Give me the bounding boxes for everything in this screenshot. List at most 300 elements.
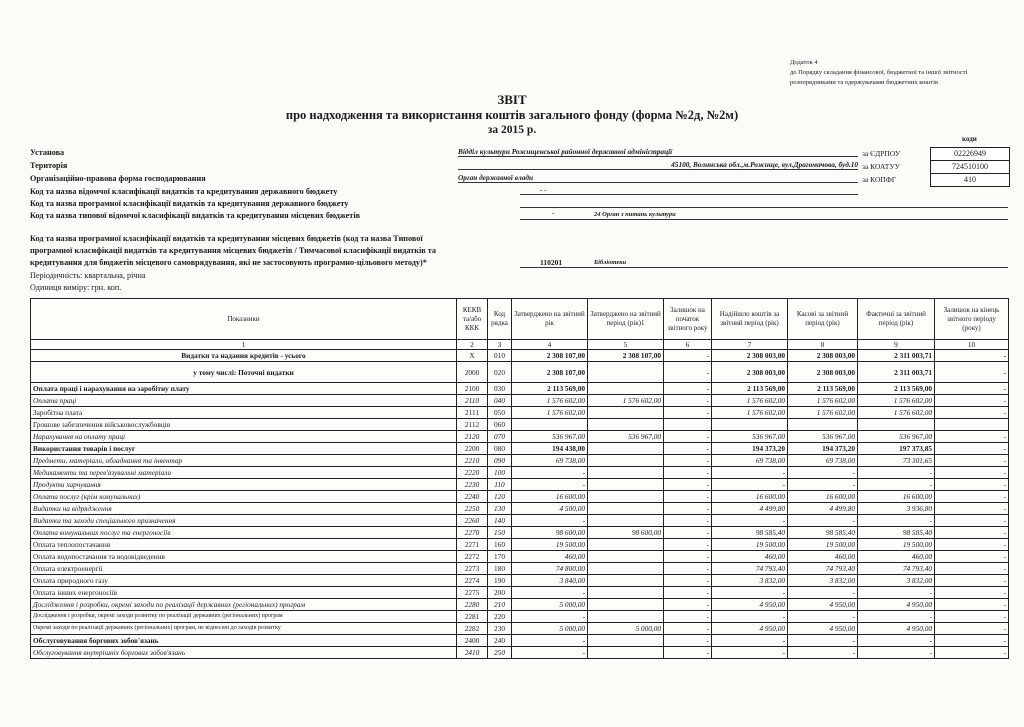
amount-cell: - — [512, 467, 588, 479]
table-row — [31, 539, 1009, 551]
col-number: 9 — [858, 340, 935, 350]
kekv-cell: 2000 — [457, 362, 488, 383]
typical-class-label: Код та назва типової відомчої класифікації видатків та кредитування місцевих бюджетів — [30, 211, 361, 220]
local-prog-label-2: програмної класифікації видатків та кредитування місцевих бюджетів / Тимчасової класифікації видатків та — [30, 246, 436, 255]
amount-cell: 4 950,00 — [712, 599, 788, 611]
col-header: КЕКВ та/або ККК — [457, 299, 488, 340]
institution-label: Установа — [30, 148, 65, 157]
amount-cell: - — [664, 647, 712, 659]
org-form-label: Організаційно-правова форма господарювання — [30, 174, 206, 183]
row-label: Оплата електроенергії — [31, 563, 457, 575]
amount-cell: 16 600,00 — [712, 491, 788, 503]
amount-cell: - — [664, 551, 712, 563]
amount-cell: - — [935, 491, 1009, 503]
amount-cell: - — [858, 479, 935, 491]
amount-cell — [712, 419, 788, 431]
row-code-cell: 080 — [488, 443, 512, 455]
amount-cell: 194 373,20 — [712, 443, 788, 455]
table-row — [31, 467, 1009, 479]
amount-cell: 4 950,00 — [788, 623, 858, 635]
local-prog-value: Бібліотеки — [594, 259, 627, 266]
org-form-value: Орган державної влади — [458, 173, 858, 183]
local-prog-label-1: Код та назва програмної класифікації видатків та кредитування місцевих бюджетів (код та назва Типової — [30, 234, 423, 243]
amount-cell: 2 308 003,00 — [712, 350, 788, 362]
amount-cell: - — [858, 467, 935, 479]
amount-cell: - — [664, 635, 712, 647]
amount-cell: - — [858, 635, 935, 647]
amount-cell: - — [788, 587, 858, 599]
amount-cell: - — [712, 467, 788, 479]
col-number: 2 — [457, 340, 488, 350]
col-header: Касові за звітний період (рік) — [788, 299, 858, 340]
row-code-cell: 170 — [488, 551, 512, 563]
amount-cell: - — [712, 647, 788, 659]
kekv-cell: 2200 — [457, 443, 488, 455]
row-code-cell: 030 — [488, 383, 512, 395]
amount-cell: 1 576 602,00 — [788, 395, 858, 407]
col-header: Показники — [31, 299, 457, 340]
amount-cell: - — [935, 467, 1009, 479]
amount-cell: 16 600,00 — [512, 491, 588, 503]
amount-cell: - — [512, 647, 588, 659]
amount-cell: - — [664, 443, 712, 455]
amount-cell: - — [935, 362, 1009, 383]
amount-cell: - — [664, 455, 712, 467]
amount-cell: 2 308 107,00 — [588, 350, 664, 362]
amount-cell — [664, 419, 712, 431]
amount-cell: - — [712, 635, 788, 647]
table-row — [31, 527, 1009, 539]
amount-cell: - — [664, 467, 712, 479]
table-row — [31, 395, 1009, 407]
kekv-cell: 2250 — [457, 503, 488, 515]
amount-cell — [588, 443, 664, 455]
col-number: 10 — [935, 340, 1009, 350]
amount-cell: 4 950,00 — [858, 599, 935, 611]
amount-cell: - — [788, 647, 858, 659]
amount-cell — [588, 647, 664, 659]
row-label: Медикаменти та перев'язувальні матеріали — [31, 467, 457, 479]
amount-cell — [588, 503, 664, 515]
amount-cell: 1 576 602,00 — [512, 407, 588, 419]
amount-cell: 98 585,40 — [788, 527, 858, 539]
amount-cell: - — [935, 407, 1009, 419]
amount-cell: 1 576 602,00 — [512, 395, 588, 407]
amount-cell — [588, 407, 664, 419]
table-row — [31, 443, 1009, 455]
amount-cell — [588, 599, 664, 611]
row-code-cell: 160 — [488, 539, 512, 551]
amount-cell: 3 832,00 — [712, 575, 788, 587]
table-row — [31, 479, 1009, 491]
table-row — [31, 587, 1009, 599]
row-code-cell: 050 — [488, 407, 512, 419]
row-label: Дослідження і розробки, окремі заходи розвитку по реалізації державних (регіональних) програм — [31, 611, 457, 623]
amount-cell: 194 438,00 — [512, 443, 588, 455]
amount-cell: 5 000,00 — [512, 623, 588, 635]
amount-cell: 2 308 107,00 — [512, 350, 588, 362]
amount-cell: 19 500,00 — [712, 539, 788, 551]
amount-cell: 19 500,00 — [788, 539, 858, 551]
col-number: 3 — [488, 340, 512, 350]
amount-cell — [588, 563, 664, 575]
amount-cell: - — [512, 587, 588, 599]
amount-cell — [588, 419, 664, 431]
amount-cell: - — [935, 455, 1009, 467]
amount-cell: 1 576 602,00 — [588, 395, 664, 407]
amount-cell: - — [935, 515, 1009, 527]
dept-class-label: Код та назва відомчої класифікації видатків та кредитування державного бюджету — [30, 187, 338, 196]
amount-cell: - — [935, 503, 1009, 515]
table-row — [31, 563, 1009, 575]
amount-cell: - — [935, 350, 1009, 362]
amount-cell: - — [664, 611, 712, 623]
kekv-cell: 2220 — [457, 467, 488, 479]
dept-class-value: - - — [520, 186, 858, 195]
row-code-cell: 150 — [488, 527, 512, 539]
amount-cell: - — [935, 599, 1009, 611]
amount-cell: 1 576 602,00 — [858, 407, 935, 419]
table-row — [31, 575, 1009, 587]
amount-cell: - — [935, 551, 1009, 563]
amount-cell — [588, 539, 664, 551]
amount-cell: - — [935, 575, 1009, 587]
amount-cell: 3 936,80 — [858, 503, 935, 515]
amount-cell: 1 576 602,00 — [788, 407, 858, 419]
amount-cell: - — [664, 527, 712, 539]
row-label: у тому числі: Поточні видатки — [31, 362, 457, 383]
table-row — [31, 599, 1009, 611]
amount-cell: - — [935, 527, 1009, 539]
amount-cell: - — [664, 503, 712, 515]
kekv-cell: 2112 — [457, 419, 488, 431]
row-code-cell: 010 — [488, 350, 512, 362]
amount-cell: 16 600,00 — [858, 491, 935, 503]
amount-cell: 19 500,00 — [512, 539, 588, 551]
row-code-cell: 070 — [488, 431, 512, 443]
row-code-cell: 040 — [488, 395, 512, 407]
annex-line: Додаток 4 — [790, 59, 818, 66]
row-code-cell: 190 — [488, 575, 512, 587]
local-prog-code: 110201 — [540, 258, 563, 267]
report-period: за 2015 р. — [487, 124, 537, 136]
row-code-cell: 130 — [488, 503, 512, 515]
row-label: Нарахування на оплату праці — [31, 431, 457, 443]
amount-cell: 2 113 569,00 — [858, 383, 935, 395]
kekv-cell: 2240 — [457, 491, 488, 503]
amount-cell: - — [935, 383, 1009, 395]
amount-cell: - — [858, 587, 935, 599]
amount-cell — [588, 611, 664, 623]
row-label: Оплата комунальних послуг та енергоносіїв — [31, 527, 457, 539]
kekv-cell: 2272 — [457, 551, 488, 563]
amount-cell: - — [858, 515, 935, 527]
amount-cell: 98 585,40 — [712, 527, 788, 539]
amount-cell: 536 967,00 — [712, 431, 788, 443]
col-header: Залишок на кінець звітного періоду (року) — [935, 299, 1009, 340]
row-code-cell: 210 — [488, 599, 512, 611]
amount-cell: - — [664, 563, 712, 575]
row-code-cell: 220 — [488, 611, 512, 623]
amount-cell: 2 308 003,00 — [712, 362, 788, 383]
amount-cell — [588, 635, 664, 647]
row-code-cell: 020 — [488, 362, 512, 383]
periodicity: Періодичність: квартальна, річна — [30, 271, 146, 280]
amount-cell: 3 832,00 — [788, 575, 858, 587]
amount-cell: - — [664, 587, 712, 599]
amount-cell: - — [858, 647, 935, 659]
row-code-cell: 240 — [488, 635, 512, 647]
amount-cell — [935, 419, 1009, 431]
row-label: Видатки на відрядження — [31, 503, 457, 515]
amount-cell: - — [935, 647, 1009, 659]
kekv-cell: 2410 — [457, 647, 488, 659]
kekv-cell: 2281 — [457, 611, 488, 623]
row-label: Окремі заходи по реалізації державних (регіональних) програм, не віднесені до заходів розвитку — [31, 623, 457, 635]
kekv-cell: 2282 — [457, 623, 488, 635]
amount-cell: - — [664, 623, 712, 635]
amount-cell: 2 308 003,00 — [788, 362, 858, 383]
amount-cell: - — [935, 443, 1009, 455]
row-code-cell: 120 — [488, 491, 512, 503]
amount-cell: - — [935, 623, 1009, 635]
kekv-cell: 2100 — [457, 383, 488, 395]
kopfg-code: 410 — [930, 173, 1010, 187]
kekv-cell: X — [457, 350, 488, 362]
amount-cell: 460,00 — [512, 551, 588, 563]
report-subtitle: про надходження та використання коштів загального фонду (форма №2д, №2м) — [285, 108, 739, 122]
amount-cell: 19 500,00 — [858, 539, 935, 551]
amount-cell: 2 113 569,00 — [712, 383, 788, 395]
amount-cell: 4 950,00 — [788, 599, 858, 611]
amount-cell: - — [664, 395, 712, 407]
row-code-cell: 230 — [488, 623, 512, 635]
amount-cell: - — [664, 383, 712, 395]
kekv-cell: 2230 — [457, 479, 488, 491]
col-number: 1 — [31, 340, 457, 350]
amount-cell: 2 308 107,00 — [512, 362, 588, 383]
row-code-cell: 250 — [488, 647, 512, 659]
amount-cell: 4 950,00 — [712, 623, 788, 635]
amount-cell: 460,00 — [712, 551, 788, 563]
amount-cell: 4 500,00 — [512, 503, 588, 515]
col-number: 8 — [788, 340, 858, 350]
amount-cell: - — [664, 599, 712, 611]
amount-cell: - — [935, 563, 1009, 575]
amount-cell: 194 373,20 — [788, 443, 858, 455]
amount-cell: - — [935, 587, 1009, 599]
amount-cell: 98 600,00 — [512, 527, 588, 539]
amount-cell: 2 311 003,71 — [858, 350, 935, 362]
amount-cell: 460,00 — [788, 551, 858, 563]
amount-cell — [858, 419, 935, 431]
row-code-cell: 060 — [488, 419, 512, 431]
amount-cell: - — [712, 515, 788, 527]
amount-cell: 4 950,00 — [858, 623, 935, 635]
amount-cell: 5 000,00 — [512, 599, 588, 611]
kekv-cell: 2111 — [457, 407, 488, 419]
amount-cell: 2 113 569,00 — [512, 383, 588, 395]
kekv-cell: 2274 — [457, 575, 488, 587]
amount-cell: 4 499,80 — [788, 503, 858, 515]
table-row — [31, 635, 1009, 647]
amount-cell: - — [712, 611, 788, 623]
amount-cell: 3 832,00 — [858, 575, 935, 587]
local-prog-label-3: кредитування для бюджетів місцевого самоврядування, які не застосовують програмно-цільового методу)* — [30, 258, 427, 267]
amount-cell — [788, 419, 858, 431]
annex-note — [790, 58, 967, 88]
amount-cell: - — [935, 395, 1009, 407]
amount-cell: - — [664, 431, 712, 443]
row-label: Оплата праці і нарахування на заробітну плату — [31, 383, 457, 395]
row-label: Оплата послуг (крім комунальних) — [31, 491, 457, 503]
amount-cell: 4 499,80 — [712, 503, 788, 515]
amount-cell: - — [788, 635, 858, 647]
row-label: Оплата природного газу — [31, 575, 457, 587]
edrpou-label: за ЄДРПОУ — [862, 149, 901, 158]
amount-cell: - — [512, 635, 588, 647]
amount-cell: 197 373,85 — [858, 443, 935, 455]
table-row — [31, 455, 1009, 467]
kopfg-label: за КОПФГ — [862, 175, 897, 184]
amount-cell — [588, 479, 664, 491]
col-number: 6 — [664, 340, 712, 350]
amount-cell: - — [858, 611, 935, 623]
prog-class-label: Код та назва програмної класифікації видатків та кредитування державного бюджету — [30, 199, 349, 208]
amount-cell: 3 840,00 — [512, 575, 588, 587]
row-label: Оплата праці — [31, 395, 457, 407]
table-row — [31, 419, 1009, 431]
amount-cell: - — [512, 479, 588, 491]
amount-cell — [588, 455, 664, 467]
amount-cell: 2 308 003,00 — [788, 350, 858, 362]
row-label: Видатки та заходи спеціального призначення — [31, 515, 457, 527]
row-label: Обслуговування боргових зобов'язань — [31, 635, 457, 647]
row-label: Грошове забезпечення військовослужбовців — [31, 419, 457, 431]
kekv-cell: 2260 — [457, 515, 488, 527]
col-number: 7 — [712, 340, 788, 350]
kekv-cell: 2271 — [457, 539, 488, 551]
amount-cell: - — [664, 350, 712, 362]
col-number-row — [31, 340, 1009, 350]
amount-cell: 1 576 602,00 — [712, 395, 788, 407]
amount-cell: 74 793,40 — [712, 563, 788, 575]
amount-cell: - — [935, 635, 1009, 647]
amount-cell: 69 738,00 — [512, 455, 588, 467]
col-number: 5 — [588, 340, 664, 350]
amount-cell — [588, 362, 664, 383]
row-code-cell: 140 — [488, 515, 512, 527]
amount-cell: - — [664, 491, 712, 503]
col-header: Затверджено на звітний рік — [512, 299, 588, 340]
edrpou-code: 02226949 — [930, 147, 1010, 161]
amount-cell: 1 576 602,00 — [858, 395, 935, 407]
row-label: Оплата водопостачання та водовідведення — [31, 551, 457, 563]
row-label: Оплата інших енергоносіїв — [31, 587, 457, 599]
report-title: ЗВІТ — [497, 92, 527, 107]
amount-cell: 69 738,00 — [788, 455, 858, 467]
amount-cell: - — [664, 479, 712, 491]
amount-cell — [588, 575, 664, 587]
table-header-row — [31, 299, 1009, 340]
kekv-cell: 2110 — [457, 395, 488, 407]
col-header: Код рядка — [488, 299, 512, 340]
kekv-cell: 2273 — [457, 563, 488, 575]
amount-cell: - — [512, 515, 588, 527]
unit: Одиниця виміру: грн. коп. — [30, 283, 122, 292]
amount-cell: - — [788, 479, 858, 491]
col-header: Фактичні за звітний період (рік) — [858, 299, 935, 340]
row-code-cell: 090 — [488, 455, 512, 467]
amount-cell: 74 793,40 — [858, 563, 935, 575]
amount-cell: - — [935, 611, 1009, 623]
report-table — [30, 298, 1009, 659]
row-label: Видатки та надання кредитів - усього — [31, 350, 457, 362]
amount-cell: - — [664, 407, 712, 419]
amount-cell — [588, 587, 664, 599]
territory-value: 45100, Волинська обл.,м.Рожище, вул.Драгомачова, буд.10 — [458, 160, 858, 170]
amount-cell: - — [664, 515, 712, 527]
amount-cell: 74 793,40 — [788, 563, 858, 575]
territory-label: Територія — [30, 161, 68, 170]
amount-cell — [512, 419, 588, 431]
amount-cell: 69 738,00 — [712, 455, 788, 467]
amount-cell: 536 967,00 — [858, 431, 935, 443]
amount-cell: - — [664, 575, 712, 587]
table-row — [31, 611, 1009, 623]
amount-cell: 2 113 569,00 — [788, 383, 858, 395]
amount-cell: - — [935, 479, 1009, 491]
row-label: Продукти харчування — [31, 479, 457, 491]
table-row — [31, 407, 1009, 419]
amount-cell: - — [712, 587, 788, 599]
prog-class-line — [520, 198, 1008, 208]
annex-line: розпорядниками та одержувачами бюджетних коштів — [790, 79, 939, 86]
amount-cell: - — [664, 362, 712, 383]
amount-cell: 1 576 602,00 — [712, 407, 788, 419]
amount-cell: 74 800,00 — [512, 563, 588, 575]
typical-class-code: - — [552, 209, 555, 217]
amount-cell: 98 585,40 — [858, 527, 935, 539]
table-row — [31, 551, 1009, 563]
table-row — [31, 623, 1009, 635]
row-label: Дослідження і розробки, окремі заходи по реалізації державних (регіональних) програм — [31, 599, 457, 611]
kekv-cell: 2275 — [457, 587, 488, 599]
table-row — [31, 431, 1009, 443]
col-header: Затверджено на звітний період (рік)1 — [588, 299, 664, 340]
table-row — [31, 647, 1009, 659]
amount-cell: - — [935, 539, 1009, 551]
col-number: 4 — [512, 340, 588, 350]
amount-cell: - — [712, 479, 788, 491]
codes-header: коди — [962, 135, 977, 143]
institution-value: Відділ культури Рожищенської районної державної адміністрації — [458, 147, 858, 157]
amount-cell: 73 301,65 — [858, 455, 935, 467]
amount-cell: - — [512, 611, 588, 623]
amount-cell — [588, 551, 664, 563]
amount-cell — [588, 383, 664, 395]
row-label: Предмети, матеріали, обладнання та інвентар — [31, 455, 457, 467]
row-label: Обслуговування внутрішніх боргових зобов'язань — [31, 647, 457, 659]
amount-cell: 536 967,00 — [788, 431, 858, 443]
amount-cell: - — [935, 431, 1009, 443]
table-row — [31, 362, 1009, 383]
amount-cell — [588, 491, 664, 503]
amount-cell: 16 600,00 — [788, 491, 858, 503]
typical-class-value: 24 Орган з питань культури — [594, 211, 676, 218]
koatuu-code: 724510100 — [930, 160, 1010, 174]
table-row — [31, 491, 1009, 503]
